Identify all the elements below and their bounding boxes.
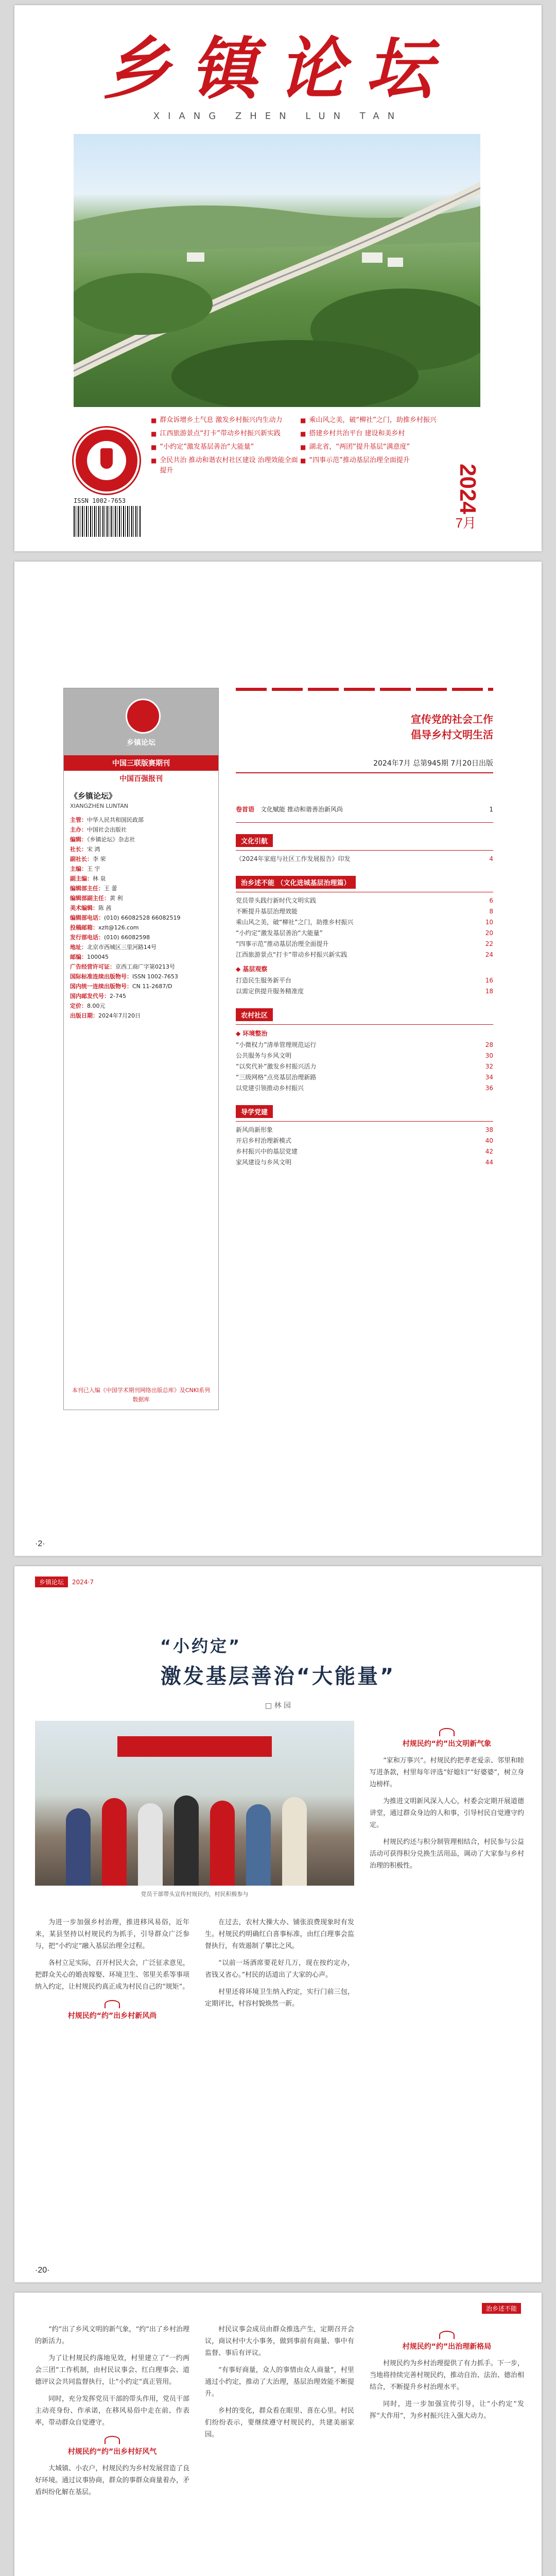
running-head-title: 治乡述不能 [482,2303,521,2314]
masthead-foot: 本刊已入编《中国学术期刊网络出版总库》及CNKI系列数据库 [72,1387,211,1403]
journal-name: 《乡镇论坛》 [70,791,117,801]
masthead-row [70,893,212,903]
masthead-row [70,913,212,923]
article2-column-2 [205,2324,354,2446]
masthead-row [70,942,212,952]
cover-headline[interactable] [300,415,449,426]
masthead-row-key: 主管： [70,817,87,823]
toc-item-page: 4 [489,855,493,862]
masthead-row-value: 2-745 [110,993,126,999]
toc-section-rule [236,850,493,851]
cover-headline[interactable] [151,455,300,476]
cover-headline-text: 全民共治 推动和谐农村社区建设 治理效能全面提升 [160,456,298,474]
masthead-row-value: 王 蕾 [104,885,117,892]
toc-item-page: 10 [485,919,493,926]
toc-feature[interactable] [236,804,493,823]
article-paragraph: “有事好商量，众人的事情由众人商量”，村里通过小约定，推动了大治理，基层治理效能不断提升。 [205,2366,354,2398]
article-author: □ 林 园 [265,1702,291,1710]
article-paragraph: 村规民约还与积分制管理相结合，村民参与公益活动可获得积分兑换生活用品，调动了大家参与乡村治理的积极性。 [370,1838,524,1870]
toc-sections [236,834,493,1168]
toc-item-page: 34 [485,1074,493,1081]
toc-item[interactable] [236,1072,493,1083]
masthead-row-value: ISSN 1002-7653 [132,973,178,980]
toc-item-title: 家风建设与乡风文明 [236,1159,292,1166]
masthead-brand: 乡镇论坛 [127,739,155,747]
issue-info: 2024年7月 总第945期 7月20日出版 [236,758,493,773]
article-page [14,1566,542,2282]
cover-headline-text: 群众诉增乡土气息 激发乡村振兴内生动力 [160,416,283,424]
masthead-row [70,981,212,991]
masthead-row-value: 黄 利 [110,895,123,902]
masthead-row-key: 社长： [70,846,87,853]
article-paragraph: 大城镇、小农户，村规民约为乡村发展营造了良好环境。通过议事协商，群众的事群众商量着办，矛盾纠纷化解在基层。 [35,2465,189,2496]
bullet-icon: ■ [300,457,306,464]
masthead-row-key: 地址： [70,944,87,951]
cover-headlines-right [300,412,449,469]
running-head [482,2303,521,2314]
toc-item-title: 乡村振兴中的基层党建 [236,1148,298,1155]
article-paragraph: 在过去，农村大操大办、铺张浪费现象时有发生。村规民约明确红白喜事标准，由红白理事会监督执行，有效遏制了攀比之风。 [205,1919,354,1950]
article-subhead-2: 村规民约“约”出文明新气象 [370,1728,524,1750]
toc-section-tag: 文化引航 [236,834,273,847]
toc-item-title: 不断提升基层治理效能 [236,908,298,915]
masthead-body [64,786,218,1026]
masthead-row-key: 国内统一连续出版物号： [70,983,132,990]
bullet-icon: ■ [300,430,306,437]
toc-item[interactable] [236,917,493,928]
masthead-row-key: 投稿邮箱： [70,924,98,931]
masthead-row [70,903,212,913]
masthead-row-key: 广告经营许可证： [70,963,115,970]
toc-item-page: 38 [485,1126,493,1133]
toc-section-tag: 导学党建 [236,1105,273,1118]
masthead-row-value: (010) 66082598 [104,934,150,941]
masthead-row-key: 发行部电话： [70,934,104,941]
bullet-icon: ■ [151,444,157,451]
bullet-icon: ■ [300,417,306,424]
masthead-row [70,844,212,854]
toc-item-page: 44 [485,1159,493,1166]
toc-item[interactable] [236,1146,493,1157]
journal-pinyin: XIANGZHEN LUNTAN [70,803,129,809]
masthead-row-key: 编辑部副主任： [70,895,110,902]
toc-subsection: ◆ 环境整治 [236,1030,268,1037]
toc-section-tag: 农村社区 [236,1008,273,1021]
toc-item-title: 以需定供提升服务精准度 [236,988,304,995]
article-paragraph: 村民议事会成员由群众推选产生，定期召开会议，商议村中大小事务，做到事前有商量、事中有监督、事后有评议。 [205,2326,354,2357]
toc-section-rule [236,1121,493,1122]
toc-item-title: 打造民生服务新平台 [236,977,292,984]
masthead-row-value: 京西工商广字第0213号 [115,963,175,970]
toc-section [236,1008,493,1025]
toc-item[interactable] [236,1061,493,1072]
masthead-row-value: 100045 [87,954,109,960]
masthead-row-key: 出版日期： [70,1012,98,1019]
article-column-1 [35,1917,189,2027]
toc-item[interactable] [236,986,493,997]
article-photo-caption: 党员干部带头宣传村规民约，村民积极参与 [141,1891,249,1897]
masthead-band-1: 中国三联版赛期刊 [64,755,218,771]
article-column-3 [370,1721,524,1877]
toc-item-page: 16 [485,977,493,984]
bullet-icon: ■ [300,444,306,451]
masthead-row-key: 副社长： [70,856,93,862]
toc-item[interactable] [236,906,493,917]
toc-item-page: 36 [485,1084,493,1092]
toc-item[interactable] [236,1040,493,1050]
masthead-row [70,854,212,864]
masthead-row-key: 国内邮发代号： [70,993,110,999]
toc-item-title: 党员带头践行新时代文明实践 [236,897,317,904]
cover-headlines [151,407,449,536]
toc-item-title: 公共服务与乡风文明 [236,1052,292,1059]
running-head-date: 2024·7 [72,1578,94,1586]
toc-item-title: “以奖代补”激发乡村振兴活力 [236,1063,317,1070]
article-paragraph: “家和万事兴”。村规民约把孝老爱亲、邻里和睦写进条款，村里每年评选“好媳妇”“好婆婆”，树立身边榜样。 [370,1757,524,1788]
toc-item-page: 8 [489,908,493,915]
masthead-row [70,874,212,884]
toc-item[interactable] [236,1157,493,1168]
masthead-row-key: 编辑部电话： [70,914,104,921]
article-paragraph: 为进一步加强乡村治理，推进移风易俗，近年来，某县坚持以村规民约为抓手，引导群众广泛参与，把“小约定”融入基层治理全过程。 [35,1919,189,1950]
cover-headline-text: 湖北省，“两团”提升基层“满意度” [309,443,410,451]
masthead-row-value: 李 荣 [93,856,106,862]
toc-item-page: 22 [485,940,493,947]
toc-item-page: 40 [485,1137,493,1144]
bullet-icon: ■ [151,457,157,464]
slogan-line-2: 倡导乡村文明生活 [411,728,493,741]
masthead-row-value: 中华人民共和国民政部 [87,817,144,823]
toc-item-page: 30 [485,1052,493,1059]
toc-item[interactable] [236,975,493,986]
article-column-2 [205,1917,354,2015]
red-banner [117,1736,272,1757]
cover-title: 乡镇论坛 [102,29,453,108]
article-paragraph: 村里还将环境卫生纳入约定，实行门前三包，定期评比，村容村貌焕然一新。 [205,1988,354,2008]
masthead-row [70,972,212,981]
masthead-row-key: 主编： [70,866,87,872]
masthead-row-key: 邮编： [70,954,87,960]
cover-headline-text: “四事示范”推动基层治理全面提升 [309,456,410,464]
toc-item[interactable] [236,928,493,939]
toc-section-rule [236,1024,493,1025]
masthead-row-value: 《乡镇论坛》杂志社 [87,836,135,843]
masthead-box [63,688,219,1410]
toc-header [236,688,493,773]
masthead-row-value: 宋 鸿 [87,846,100,853]
feature-page: 1 [489,806,493,813]
cover-headline-text: 江西旅游景点“打卡”带动乡村振兴新实践 [160,430,281,437]
toc-section [236,1105,493,1122]
toc-item-title: 开启乡村治理新模式 [236,1137,292,1144]
table-of-contents [236,804,493,1168]
cover-headline[interactable] [300,455,449,466]
masthead-row-key: 主办： [70,826,87,833]
masthead-row-value: 陈 茜 [98,905,112,911]
masthead-band-2: 中国百强报刊 [64,771,218,786]
cover-headline[interactable] [300,429,449,439]
masthead-row-value: 林 泉 [93,875,106,882]
masthead-row [70,952,212,962]
masthead-row-value: xzlt@126.com [98,924,139,931]
contents-page [14,562,542,1556]
toc-item-title: 《2024年家庭与社区工作发展报告》印发 [236,855,351,862]
toc-item-title: “四事示范”推动基层治理全面提升 [236,940,329,947]
cover-headline-text: 搭建乡村共治平台 建设和美乡村 [309,430,405,437]
masthead-row [70,825,212,835]
masthead-row [70,835,212,844]
cover-headline-text: 乘山风之美，破“柳社”之门，助推乡村振兴 [309,416,437,424]
barcode [74,506,141,537]
bullet-icon: ■ [151,430,157,437]
feature-title: 文化赋能 推动和谐善治新风尚 [260,806,343,813]
toc-item-title: 新风尚新形象 [236,1126,273,1133]
article-title [14,1633,542,1689]
cover-year: 2024 [455,464,480,514]
article-photo [35,1721,354,1886]
toc-item-title: 乘山风之美，破“柳社”之门，助推乡村振兴 [236,919,354,926]
bullet-icon: ■ [151,417,157,424]
article2-column-1 [35,2324,189,2503]
toc-item-page: 42 [485,1148,493,1155]
masthead-row-value: CN 11-2687/D [132,983,172,990]
cover-page [14,5,542,551]
masthead-row [70,815,212,825]
masthead-row-value: 中国社会出版社 [87,826,127,833]
article-paragraph: 为推进文明新风深入人心，村委会定期开展道德讲堂，通过群众身边的人和事，引导村民自觉遵守约定。 [370,1798,524,1829]
article-paragraph: 各村立足实际，召开村民大会，广泛征求意见，把群众关心的婚丧嫁娶、环境卫生、邻里关系等事项纳入约定，让村规民约真正成为村民自己的“规矩”。 [35,1959,189,1991]
toc-item-page: 32 [485,1063,493,1070]
running-head [35,1577,94,1587]
article-paragraph: 同时，充分发挥党员干部的带头作用，党员干部主动亮身份、作承诺，在移风易俗中走在前、作表率，带动群众自觉遵守。 [35,2395,189,2427]
feature-label: 卷首语 [236,806,255,813]
issn: ISSN 1002-7653 [74,497,126,504]
cover-month: 7月 [455,515,476,531]
toc-item[interactable] [236,1050,493,1061]
page-number: ·2· [35,1539,45,1548]
toc-item-page: 18 [485,988,493,995]
toc-item-title: 江西旅游景点“打卡”带动乡村振兴新实践 [236,951,348,958]
masthead-row-key: 美术编辑： [70,905,98,911]
toc-item-title: “三级网格”点亮基层治理新路 [236,1074,317,1081]
running-head-title: 乡镇论坛 [35,1577,68,1587]
masthead-row-value: 北京市西城区三里河路14号 [87,944,157,951]
masthead-row-key: 定价： [70,1003,87,1009]
toc-item[interactable] [236,950,493,960]
article-paragraph: 同时，进一步加强宣传引导，让“小约定”发挥“大作用”，为乡村振兴注入强大动力。 [370,2400,524,2420]
article-page-continued [14,2293,542,2576]
toc-item-page: 28 [485,1041,493,1048]
masthead-row [70,1001,212,1011]
decorative-stripes [236,688,493,691]
masthead-row [70,864,212,874]
toc-item-page: 24 [485,951,493,958]
toc-item[interactable] [236,1083,493,1094]
cover-headline[interactable] [151,415,300,426]
toc-item[interactable] [236,939,493,950]
toc-subsection: ◆ 基层观察 [236,965,268,973]
toc-item-page: 20 [485,929,493,937]
toc-item-title: 以党建引领推动乡村振兴 [236,1084,304,1092]
masthead-row [70,884,212,893]
railway-landscape-illustration [74,134,480,407]
masthead-row-value: 王 宇 [87,866,100,872]
article-paragraph: “以前一场酒席要花好几万，现在按约定办，省钱又省心。”村民的话道出了大家的心声。 [205,1959,354,1979]
toc-item-title: “小约定”激发基层善治“大能量” [236,929,323,937]
cover-headlines-left [151,412,300,479]
toc-section [236,876,493,892]
toc-section [236,834,493,851]
article-paragraph: “约”出了乡风文明的新气象，“约”出了乡村治理的新活力。 [35,2326,189,2345]
cover-headline[interactable] [300,442,449,452]
cover-photo [74,134,480,407]
page-number: ·20· [35,2266,50,2275]
masthead-row [70,933,212,942]
masthead-row-value: 2024年7月20日 [98,1012,141,1019]
article-title-small: “小约定” [160,1636,242,1656]
publisher-seal [74,428,140,494]
toc-item[interactable] [236,854,493,865]
masthead-row-key: 副主编： [70,875,93,882]
article-subhead-1: 村规民约“约”出乡村新风尚 [35,2000,189,2022]
toc-item[interactable] [236,895,493,906]
masthead-row [70,962,212,972]
cover-lower [74,407,480,541]
toc-item[interactable] [236,1125,493,1136]
article2-column-3 [370,2324,524,2427]
masthead-row [70,923,212,933]
masthead-logo [64,688,218,755]
masthead-row-value: (010) 66082528 66082519 [104,914,181,921]
masthead-row-key: 编辑部主任： [70,885,104,892]
article-paragraph: 乡村的变化，群众看在眼里、喜在心里。村民们纷纷表示，要继续遵守村规民约，共建美丽家园。 [205,2407,354,2438]
masthead-rows [70,815,212,1021]
toc-section-tag: 治乡述不能 （文化进城基层治理篇） [236,876,356,889]
article2-subhead-2: 村规民约“约”出治理新格局 [370,2331,524,2352]
emblem-icon [126,699,161,734]
cover-headline-text: “小约定”激发基层善治“大能量” [160,443,254,451]
toc-item-title: “小微权力”清单管理规范运行 [236,1041,317,1048]
cover-headline[interactable] [151,442,300,452]
masthead-row-value: 8.00元 [87,1003,106,1009]
article-paragraph: 为了让村规民约落地见效，村里建立了“一约两会三团”工作机制，由村民议事会、红白理事会、道德评议会共同监督执行，让“小约定”真正管用。 [35,2354,189,2386]
masthead-row [70,1011,212,1021]
cover-headline[interactable] [151,429,300,439]
masthead-row-key: 编辑： [70,836,87,843]
masthead-row [70,991,212,1001]
article-paragraph: 村规民约为乡村治理提供了有力抓手。下一步，当地将持续完善村规民约，推动自治、法治、德治相结合，不断提升乡村治理水平。 [370,2360,524,2391]
slogan-line-1: 宣传党的社会工作 [411,713,493,725]
toc-item-page: 6 [489,897,493,904]
toc-item[interactable] [236,1136,493,1146]
masthead-row-key: 国际标准连续出版物号： [70,973,132,980]
article2-subhead-1: 村规民约“约”出乡村好风气 [35,2436,189,2458]
cover-pinyin: XIANG ZHEN LUN TAN [153,111,403,122]
article-title-main: 激发基层善治“大能量” [160,1665,396,1688]
